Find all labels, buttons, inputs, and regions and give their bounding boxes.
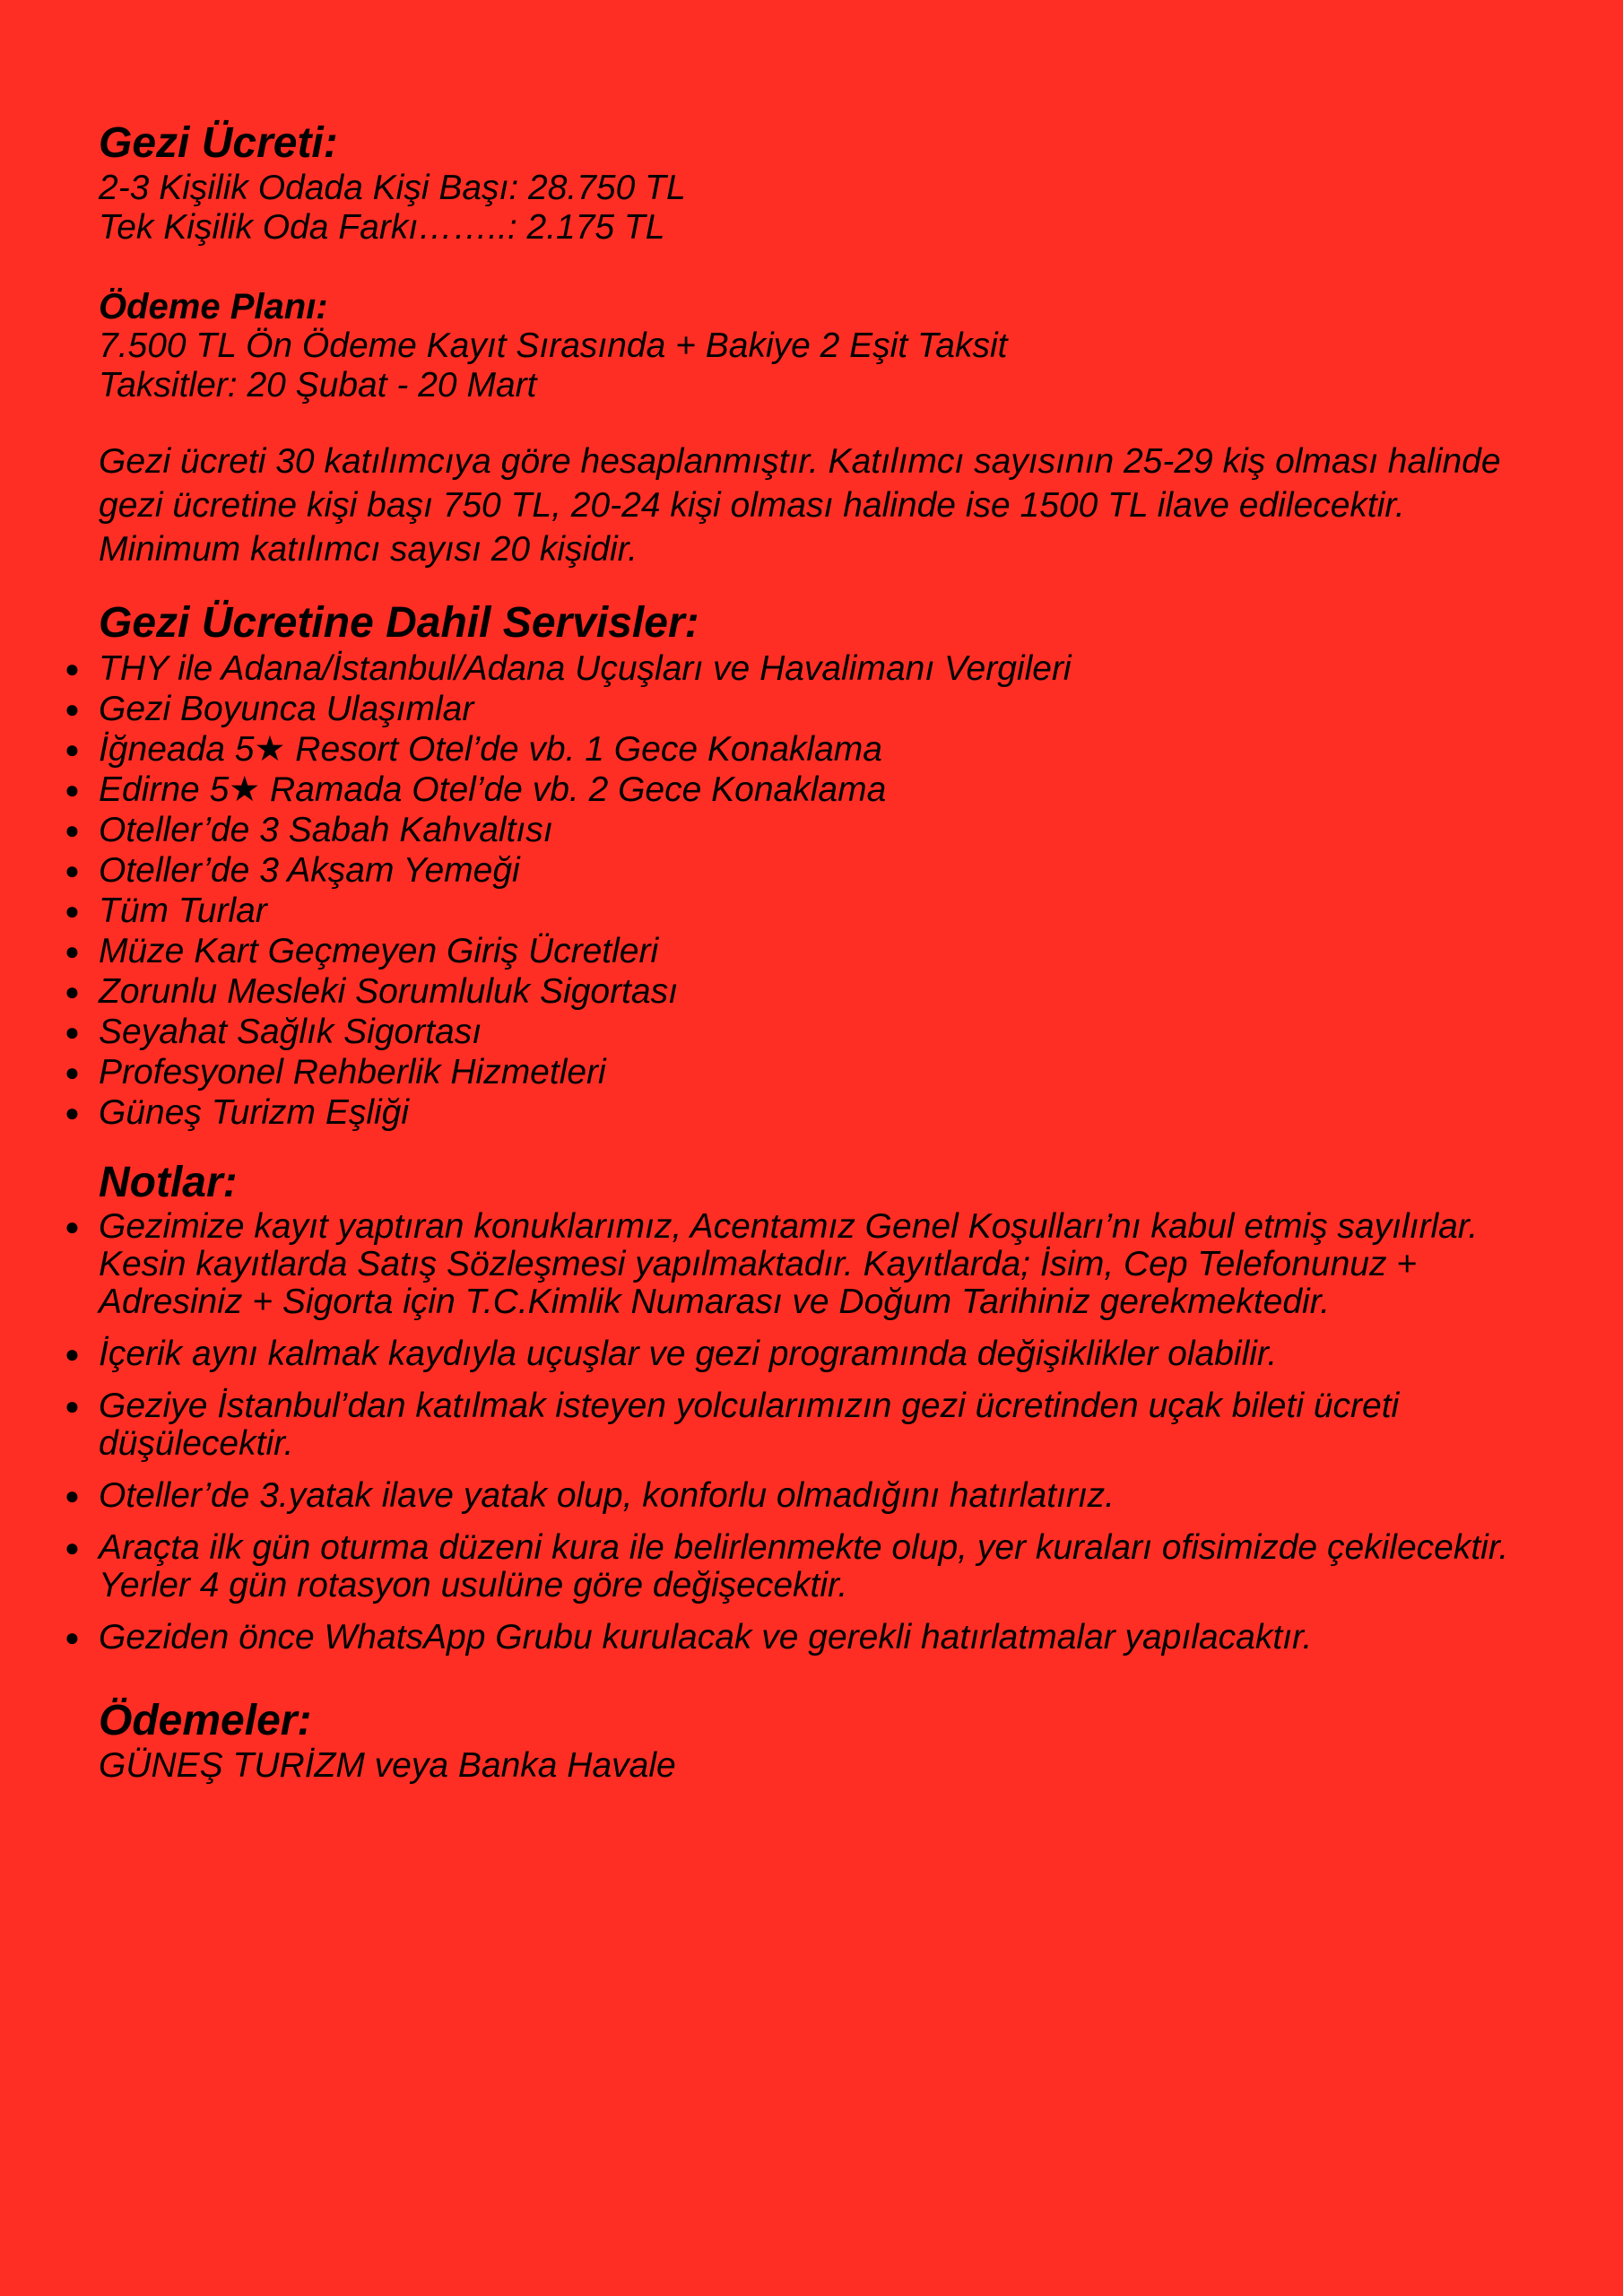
price-double-room: 2-3 Kişilik Odada Kişi Başı: 28.750 TL	[99, 169, 686, 207]
bullet-icon: ●	[65, 857, 80, 884]
list-item	[65, 931, 1515, 971]
price-section	[99, 118, 1515, 248]
payments-methods: GÜNEŞ TURİZM veya Banka Havale	[99, 1746, 676, 1785]
bullet-icon: ●	[65, 1018, 80, 1046]
bullet-icon: ●	[65, 1340, 80, 1368]
payment-plan-deposit: 7.500 TL Ön Ödeme Kayıt Sırasında + Bakiye 2 Eşit Taksit	[99, 326, 1008, 365]
conditions-section	[99, 439, 1515, 571]
bullet-icon: ●	[65, 1623, 80, 1651]
service-text: Tüm Turlar	[99, 891, 267, 930]
bullet-icon: ●	[65, 735, 80, 763]
service-text: Seyahat Sağlık Sigortası	[99, 1013, 482, 1051]
list-item	[65, 1092, 1515, 1133]
payments-section	[99, 1696, 1515, 1786]
service-text: Oteller’de 3 Sabah Kahvaltısı	[99, 811, 553, 849]
service-text: Zorunlu Mesleki Sorumluluk Sigortası	[99, 972, 678, 1011]
service-text: Müze Kart Geçmeyen Giriş Ücretleri	[99, 932, 659, 970]
service-text: Oteller’de 3 Akşam Yemeği	[99, 851, 520, 890]
list-item	[65, 1387, 1515, 1463]
notes-heading: Notlar:	[99, 1159, 238, 1206]
bullet-icon: ●	[65, 1534, 80, 1561]
service-text: Güneş Turizm Eşliği	[99, 1093, 410, 1132]
list-item	[65, 810, 1515, 850]
list-item	[65, 770, 1515, 810]
list-item	[65, 1052, 1515, 1092]
notes-section	[65, 1158, 1515, 1657]
notes-list	[65, 1207, 1515, 1657]
service-text: THY ile Adana/İstanbul/Adana Uçuşları ve Havalimanı Vergileri	[99, 649, 1072, 688]
payment-plan-heading: Ödeme Planı:	[99, 287, 328, 326]
service-text: Profesyonel Rehberlik Hizmetleri	[99, 1053, 606, 1091]
note-text: İçerik aynı kalmak kaydıyla uçuşlar ve gezi programında değişiklikler olabilir.	[99, 1335, 1278, 1373]
price-heading: Gezi Ücreti:	[99, 119, 338, 167]
list-item	[65, 1335, 1515, 1373]
bullet-icon: ●	[65, 1392, 80, 1420]
services-heading: Gezi Ücretine Dahil Servisler:	[99, 599, 699, 647]
list-item	[65, 1528, 1515, 1605]
list-item	[65, 1618, 1515, 1657]
note-text: Araçta ilk gün oturma düzeni kura ile belirlenmekte olup, yer kuraları ofisimizde çekilecektir. Yerler 4 gün rotasyon usulüne göre değişecektir.	[99, 1528, 1509, 1605]
list-item	[65, 891, 1515, 931]
bullet-icon: ●	[65, 1482, 80, 1509]
note-text: Oteller’de 3.yatak ilave yatak olup, konforlu olmadığını hatırlatırız.	[99, 1476, 1115, 1515]
list-item	[65, 648, 1515, 689]
price-single-supplement: Tek Kişilik Oda Farkı……..: 2.175 TL	[99, 208, 665, 247]
list-item	[65, 850, 1515, 891]
note-text: Geziye İstanbul’dan katılmak isteyen yolcularımızın gezi ücretinden uçak bileti ücreti düşülecektir.	[99, 1387, 1400, 1463]
bullet-icon: ●	[65, 1058, 80, 1086]
bullet-icon: ●	[65, 655, 80, 683]
list-item	[65, 971, 1515, 1012]
services-list	[65, 648, 1515, 1133]
payments-heading: Ödemeler:	[99, 1697, 312, 1744]
bullet-icon: ●	[65, 978, 80, 1005]
list-item	[65, 689, 1515, 729]
bullet-icon: ●	[65, 1099, 80, 1126]
service-text: İğneada 5★ Resort Otel’de vb. 1 Gece Konaklama	[99, 730, 882, 769]
services-section	[65, 598, 1515, 1133]
bullet-icon: ●	[65, 695, 80, 723]
service-text: Gezi Boyunca Ulaşımlar	[99, 690, 474, 728]
payment-plan-installments: Taksitler: 20 Şubat - 20 Mart	[99, 366, 537, 404]
payment-plan-section	[99, 287, 1515, 405]
note-text: Geziden önce WhatsApp Grubu kurulacak ve gerekli hatırlatmalar yapılacaktır.	[99, 1618, 1313, 1657]
bullet-icon: ●	[65, 776, 80, 804]
bullet-icon: ●	[65, 816, 80, 844]
service-text: Edirne 5★ Ramada Otel’de vb. 2 Gece Konaklama	[99, 770, 887, 809]
bullet-icon: ●	[65, 897, 80, 925]
note-text: Gezimize kayıt yaptıran konuklarımız, Acentamız Genel Koşulları’nı kabul etmiş sayılırlar. Kesin kayıtlarda Satış Sözleşmesi yapılmaktadır. Kayıtlarda; İsim, Cep Telefonunuz + Adresiniz + Sigorta için T.C.Kimlik Numarası ve Doğum Tarihiniz gerekmektedir.	[99, 1207, 1479, 1321]
list-item	[65, 1012, 1515, 1052]
list-item	[65, 1476, 1515, 1515]
bullet-icon: ●	[65, 937, 80, 965]
list-item	[65, 1207, 1515, 1321]
conditions-paragraph: Gezi ücreti 30 katılımcıya göre hesaplanmıştır. Katılımcı sayısının 25-29 kiş olması halinde gezi ücretine kişi başı 750 TL, 20-24 kişi olması halinde ise 1500 TL ilave edilecektir. Minimum katılımcı sayısı 20 kişidir.	[99, 442, 1501, 569]
bullet-icon: ●	[65, 1213, 80, 1240]
list-item	[65, 729, 1515, 770]
